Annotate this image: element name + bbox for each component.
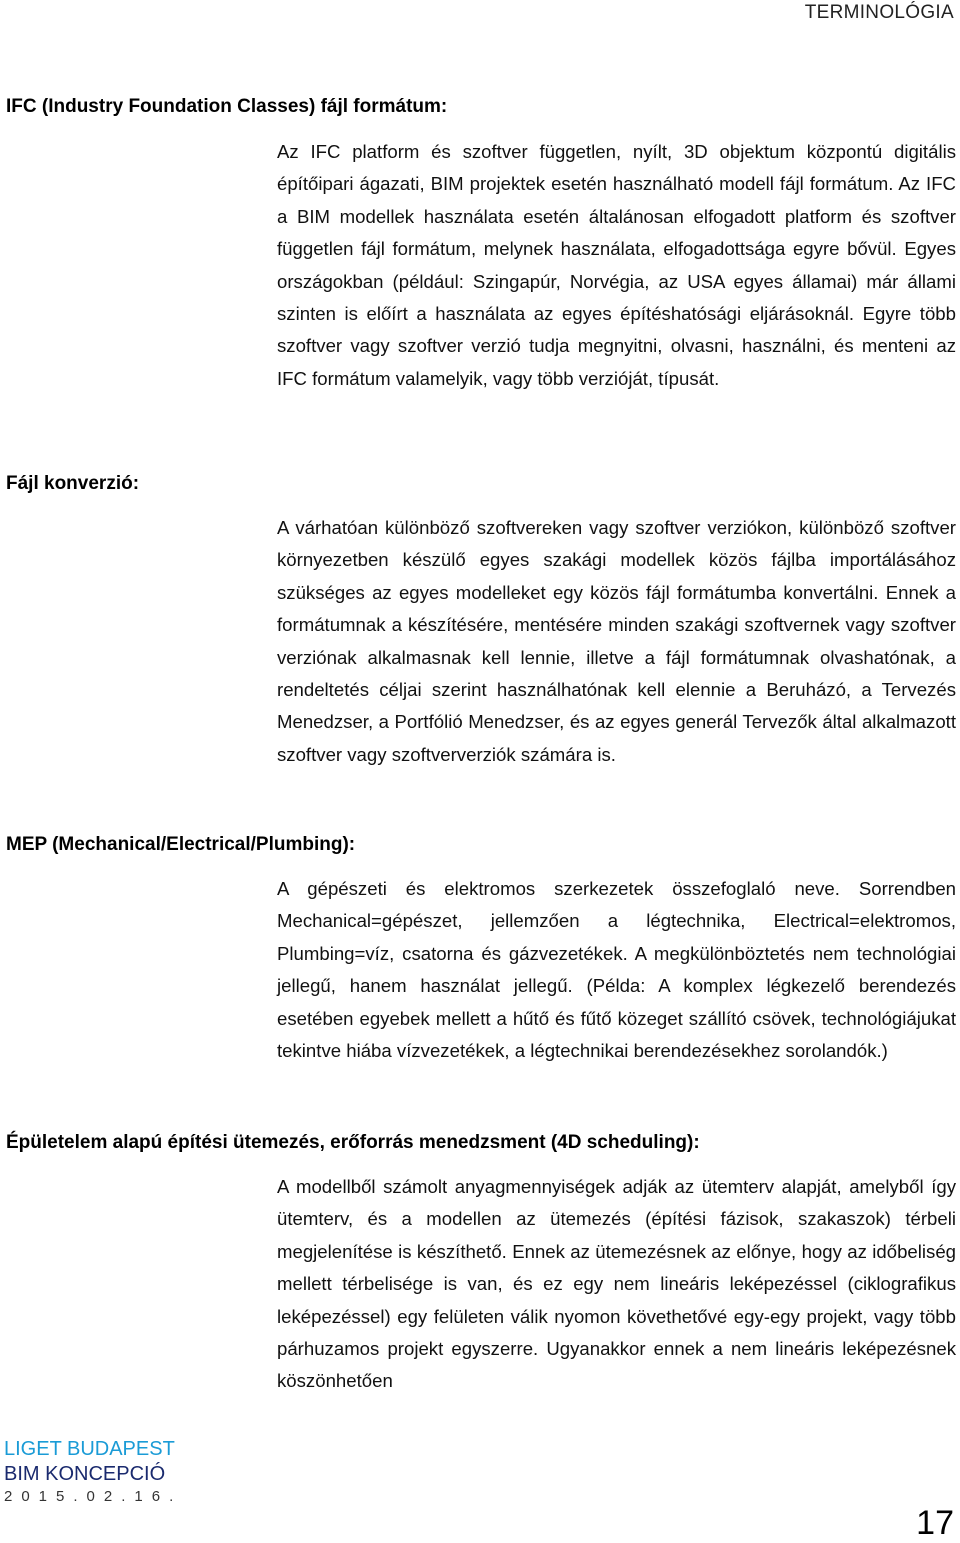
paragraph-4d-scheduling: A modellből számolt anyagmennyiségek adják az ütemterv alapját, amelyből így ütemterv, és a modellen az ütemezés (építési fázisok, szakaszok) térbeli megjelenítése is készíthető. Ennek az ütemezésnek az előnye, hogy az időbeliség mellett térbelisége is van, és ez egy nem lineáris leképezéssel (ciklografikus leképezéssel) egy felületen válik nyomon követhetővé egy-egy projekt, vagy több párhuzamos projekt egyszerre. Ugyanakkor ennek a nem lineáris leképezésnek köszönhetően	[277, 1176, 956, 1392]
heading-file-conversion: Fájl konverzió:	[6, 473, 140, 494]
page-number: 17	[916, 1504, 954, 1542]
heading-mep: MEP (Mechanical/Electrical/Plumbing):	[6, 834, 356, 855]
heading-ifc: IFC (Industry Foundation Classes) fájl formátum:	[6, 96, 448, 117]
page-header-title: TERMINOLÓGIA	[804, 2, 954, 23]
heading-4d-scheduling: Épületelem alapú építési ütemezés, erőforrás menedzsment (4D scheduling):	[6, 1132, 700, 1153]
logo-bim-koncepcio: BIM KONCEPCIÓ	[4, 1463, 166, 1485]
paragraph-file-conversion: A várhatóan különböző szoftvereken vagy szoftver verziókon, különböző szoftver környezetben készülő egyes szakági modellek közös fájlba importálásához szükséges az egyes modelleket egy közös fájl formátumba konvertálni. Ennek a formátumnak a készítésére, mentésére minden szakági szoftvernek vagy szoftver verziónak alkalmasnak kell lennie, illetve a fájl formátumnak olvashatónak, a rendeltetés céljai szerint használhatónak kell elennie a Beruházó, a Tervezés Menedzser, a Portfólió Menedzser, és az egyes generál Tervezők által alkalmazott szoftver vagy szoftververziók számára is.	[277, 517, 956, 765]
footer-logo	[4, 1436, 182, 1508]
footer-date: 2015.02.16.	[4, 1488, 183, 1505]
paragraph-mep: A gépészeti és elektromos szerkezetek összefoglaló neve. Sorrendben Mechanical=gépészet, jellemzően a légtechnika, Electrical=elektromos, Plumbing=víz, csatorna és gázvezetékek. A megkülönböztetés nem technológiai jellegű, hanem használat jellegű. (Példa: A komplex légkezelő berendezés esetében egyebek mellett a hűtő és fűtő közeget szállító csövek, technológiájukat tekintve hiába vízvezetékek, a légtechnikai berendezésekhez sorolandók.)	[277, 878, 956, 1062]
paragraph-ifc: Az IFC platform és szoftver független, nyílt, 3D objektum központú digitális építőipari ágazati, BIM projektek esetén használható modell fájl formátum. Az IFC a BIM modellek használata esetén általánosan elfogadott platform és szoftver független fájl formátum, melynek használata, elfogadottsága egyre bővül. Egyes országokban (például: Szingapúr, Norvégia, az USA egyes államai) már állami szinten is előírt a használata az egyes építéshatósági eljárásoknál. Egyre több szoftver vagy szoftver verzió tudja megnyitni, olvasni, használni, és menteni az IFC formátum valamelyik, vagy több verzióját, típusát.	[277, 141, 956, 389]
logo-liget-budapest: LIGET BUDAPEST	[4, 1438, 175, 1460]
